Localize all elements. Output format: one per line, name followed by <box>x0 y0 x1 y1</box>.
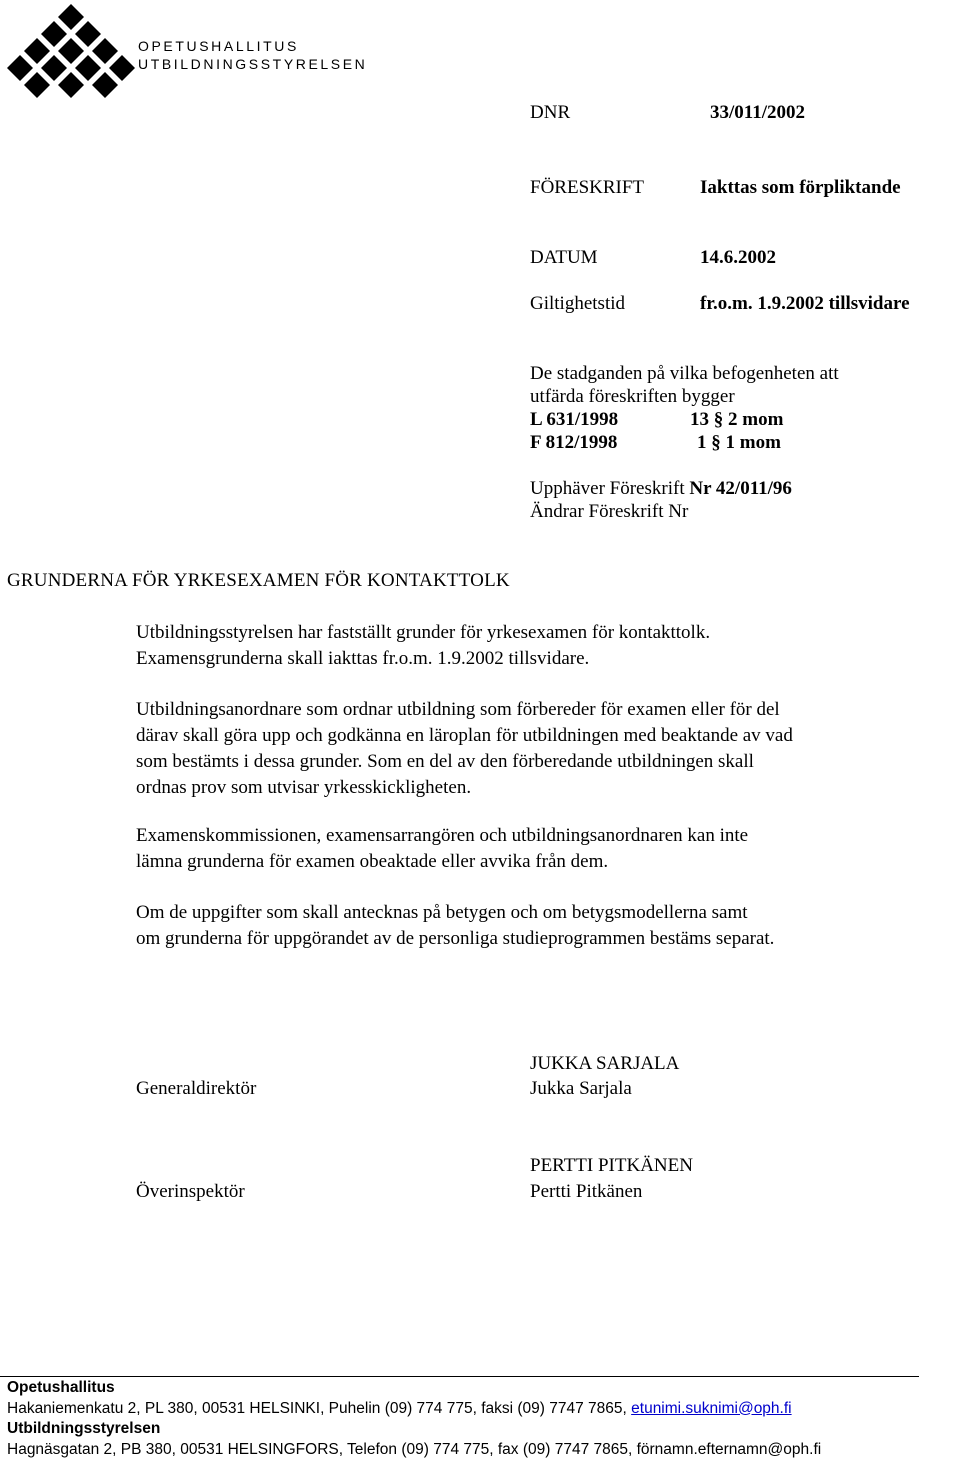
signature-name-1: Jukka Sarjala <box>530 1078 632 1099</box>
org-name-sv: UTBILDNINGSSTYRELSEN <box>138 56 368 72</box>
paragraph-line: Examensgrunderna skall iakttas fr.o.m. 1.9.2002 tillsvidare. <box>136 648 590 669</box>
paragraph-line: Utbildningsanordnare som ordnar utbildning som förbereder för examen eller för del <box>136 699 780 720</box>
paragraph-3 <box>136 823 748 875</box>
paragraph-line: Examenskommissionen, examensarrangören och utbildningsanordnaren kan inte <box>136 825 749 846</box>
footer-address-fi-text: Hakaniemenkatu 2, PL 380, 00531 HELSINKI, Puhelin (09) 774 775, faksi (09) 7747 7865, <box>7 1399 632 1417</box>
law-1-ref: L 631/1998 <box>530 409 619 430</box>
foreskrift-label: FÖRESKRIFT <box>530 177 645 198</box>
foreskrift-value: Iakttas som förpliktande <box>700 177 901 198</box>
upphaver-label: Upphäver Föreskrift <box>530 478 685 499</box>
andrar-line: Ändrar Föreskrift Nr <box>530 501 689 522</box>
signature-role-1: Generaldirektör <box>136 1078 257 1099</box>
authority-line-1: De stadganden på vilka befogenheten att <box>530 363 839 384</box>
footer-email-sv: förnamn.efternamn@oph.fi <box>636 1440 822 1458</box>
upphaver-line <box>530 478 792 500</box>
paragraph-line: om grunderna för uppgörandet av de personliga studieprogrammen bestäms separat. <box>136 928 775 949</box>
footer-address-sv-text: Hagnäsgatan 2, PB 380, 00531 HELSINGFORS, Telefon (09) 774 775, fax (09) 7747 7865, <box>7 1440 637 1458</box>
law-2-ref: F 812/1998 <box>530 432 618 453</box>
authority-line-2: utfärda föreskriften bygger <box>530 386 735 407</box>
signature-name-upper-1: JUKKA SARJALA <box>530 1053 680 1074</box>
datum-value: 14.6.2002 <box>700 247 776 268</box>
paragraph-4 <box>136 900 774 952</box>
signature-name-upper-2: PERTTI PITKÄNEN <box>530 1155 693 1176</box>
org-name-fi: OPETUSHALLITUS <box>138 38 299 54</box>
paragraph-line: lämna grunderna för examen obeaktade eller avvika från dem. <box>136 851 609 872</box>
giltighet-value: fr.o.m. 1.9.2002 tillsvidare <box>700 293 910 314</box>
paragraph-line: Utbildningsstyrelsen har fastställt grunder för yrkesexamen för kontakttolk. <box>136 622 711 643</box>
diamond-grid-logo-icon <box>6 4 136 98</box>
footer-email-fi-link[interactable]: etunimi.suknimi@oph.fi <box>631 1399 792 1417</box>
footer-org-sv: Utbildningsstyrelsen <box>7 1420 161 1437</box>
giltighet-label: Giltighetstid <box>530 293 625 314</box>
upphaver-value: Nr 42/011/96 <box>689 478 792 499</box>
signature-name-2: Pertti Pitkänen <box>530 1181 643 1202</box>
footer-address-fi <box>7 1399 821 1420</box>
footer-org-fi: Opetushallitus <box>7 1379 115 1396</box>
datum-label: DATUM <box>530 247 598 268</box>
law-2-section: 1 § 1 mom <box>697 432 781 453</box>
footer-address-sv <box>7 1440 821 1461</box>
paragraph-line: Om de uppgifter som skall antecknas på betygen och om betygsmodellerna samt <box>136 902 748 923</box>
paragraph-2 <box>136 697 793 801</box>
signature-role-2: Överinspektör <box>136 1181 245 1202</box>
footer-divider <box>0 1376 919 1377</box>
dnr-label: DNR <box>530 102 571 123</box>
paragraph-line: som bestämts i dessa grunder. Som en del av den förberedande utbildningen skall <box>136 751 754 772</box>
dnr-value: 33/011/2002 <box>710 102 806 123</box>
paragraph-line: ordnas prov som utvisar yrkesskickligheten. <box>136 777 472 798</box>
footer <box>7 1378 821 1460</box>
paragraph-1 <box>136 620 710 672</box>
paragraph-line: därav skall göra upp och godkänna en läroplan för utbildningen med beaktande av vad <box>136 725 793 746</box>
law-1-section: 13 § 2 mom <box>690 409 784 430</box>
document-title: GRUNDERNA FÖR YRKESEXAMEN FÖR KONTAKTTOLK <box>7 570 510 591</box>
